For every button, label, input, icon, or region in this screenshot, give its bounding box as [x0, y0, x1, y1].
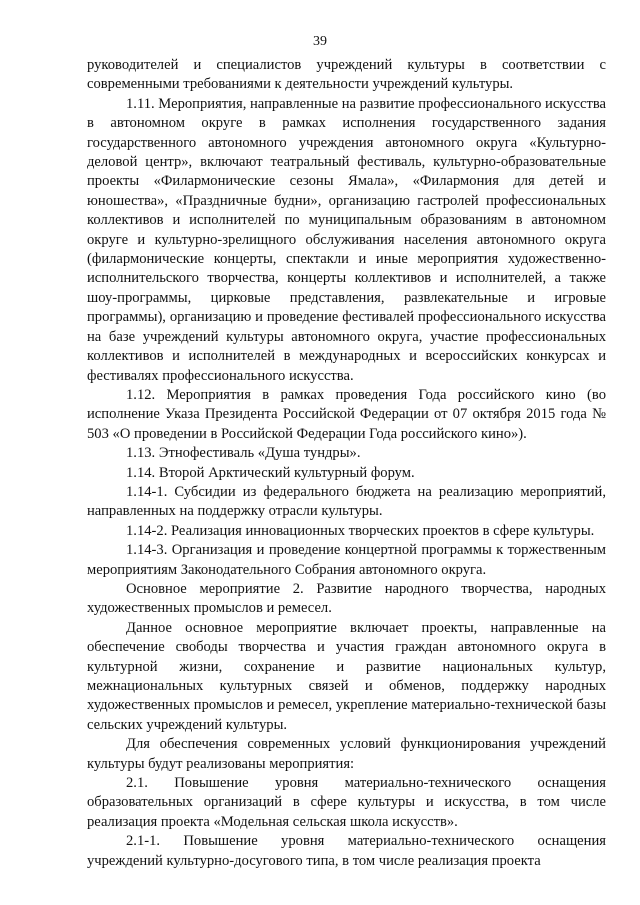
paragraph-main-event-description: Данное основное мероприятие включает проекты, направленные на обеспечение свободы творчества и участия граждан автономного округа в культурной жизни, сохранение и развитие национальных культур, межнациональных культурных связей и обменов, поддержку народных художественных промыслов и ремесел, укрепление материально-технической базы сельских учреждений культуры. — [87, 619, 606, 733]
paragraph-1-14-3: 1.14-3. Организация и проведение концертной программы к торжественным мероприятиям Законодательного Собрания автономного округа. — [87, 542, 606, 578]
paragraph-measures-intro: Для обеспечения современных условий функционирования учреждений культуры будут реализованы мероприятия: — [87, 736, 606, 772]
document-body — [87, 56, 606, 871]
paragraph-2-1: 2.1. Повышение уровня материально-технического оснащения образовательных организаций в сфере культуры и искусства, в том числе реализация проекта «Модельная сельская школа искусств». — [87, 775, 606, 830]
paragraph-1-14-1: 1.14-1. Субсидии из федерального бюджета на реализацию мероприятий, направленных на поддержку отрасли культуры. — [87, 483, 606, 520]
paragraph-1-13: 1.13. Этнофестиваль «Душа тундры». — [126, 445, 361, 462]
page-number: 39 — [313, 34, 327, 49]
paragraph-2-1-1: 2.1-1. Повышение уровня материально-технического оснащения учреждений культурно-досугового типа, в том числе реализация проекта — [87, 833, 606, 869]
paragraph-1-12: 1.12. Мероприятия в рамках проведения Года российского кино (во исполнение Указа Президента Российской Федерации от 07 октября 2015 года № 503 «О проведении в Российской Федерации Года российского кино»). — [87, 386, 606, 442]
paragraph-main-event-2: Основное мероприятие 2. Развитие народного творчества, народных художественных промыслов и ремесел. — [87, 580, 606, 617]
paragraph-continuation: руководителей и специалистов учреждений культуры в соответствии с современными требованиями к деятельности учреждений культуры. — [87, 57, 606, 93]
paragraph-1-11: 1.11. Мероприятия, направленные на развитие профессионального искусства в автономном округе в рамках исполнения государственного задания государственного автономного учреждения автономного округа «Культурно-деловой центр», включают театральный фестиваль, культурно-образовательные проекты «Филармонические сезоны Ямала», «Филармония для детей и юношества», «Праздничные будни», организацию гастролей профессиональных коллективов и исполнителей по муниципальным образованиям в автономном округе и культурно-зрелищного обслуживания населения автономного округа (филармонические концерты, спектакли и иные мероприятия художественно-исполнительского творчества, концерты коллективов и исполнителей, а также шоу-программы, цирковые представления, развлекательные и игровые программы), организацию и проведение фестивалей профессионального искусства на базе учреждений культуры автономного округа, участие профессиональных коллективов и исполнителей в международных и всероссийских конкурсах и фестивалях профессионального искусства. — [87, 95, 606, 384]
paragraph-1-14-2: 1.14-2. Реализация инновационных творческих проектов в сфере культуры. — [126, 522, 595, 539]
paragraph-1-14: 1.14. Второй Арктический культурный форум. — [126, 464, 415, 481]
